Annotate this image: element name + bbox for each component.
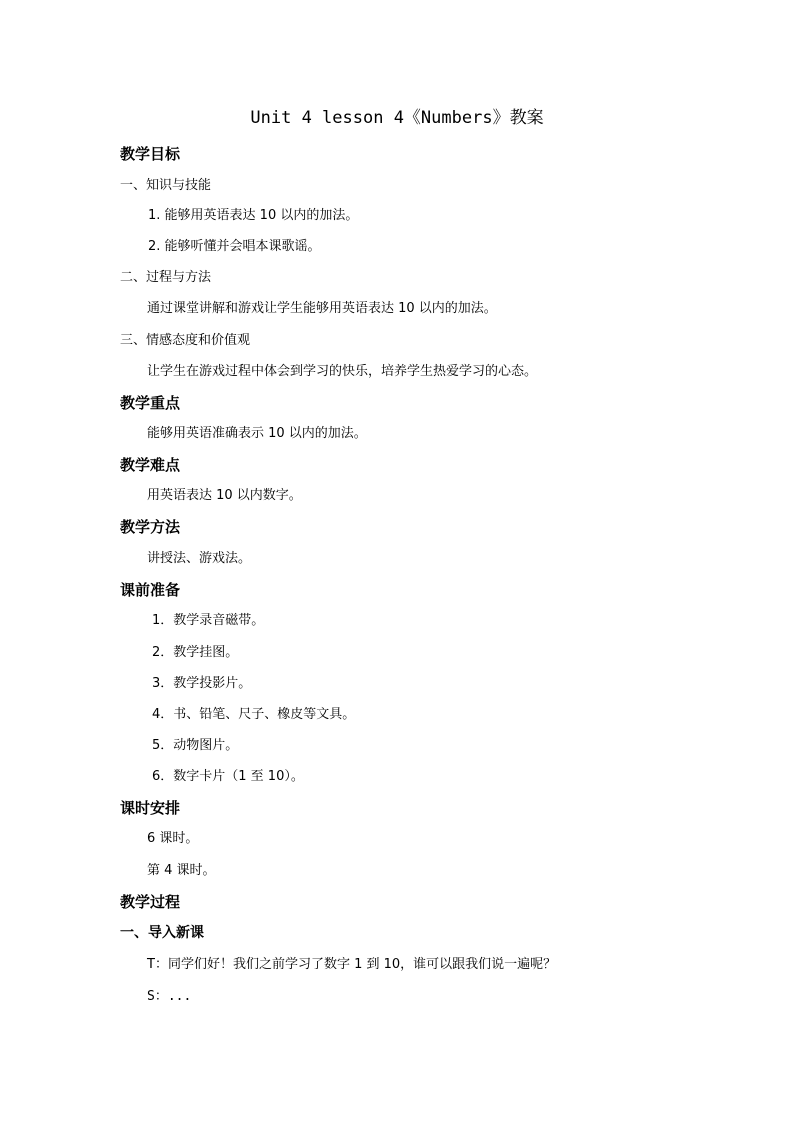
preparation-item-3: 3．教学投影片。 bbox=[152, 676, 252, 691]
document-title: Unit 4 lesson 4《Numbers》教案 bbox=[250, 108, 544, 128]
preparation-item-2: 2．教学挂图。 bbox=[152, 645, 239, 660]
key-points-text: 能够用英语准确表示 10 以内的加法。 bbox=[147, 426, 367, 441]
difficulties-text: 用英语表达 10 以内数字。 bbox=[147, 488, 302, 503]
methods-heading: 教学方法 bbox=[120, 518, 181, 536]
process-heading: 二、过程与方法 bbox=[120, 270, 212, 285]
preparation-item-5: 5．动物图片。 bbox=[152, 738, 239, 753]
attitude-heading: 三、情感态度和价值观 bbox=[120, 333, 251, 348]
objectives-heading: 教学目标 bbox=[120, 145, 181, 163]
schedule-heading: 课时安排 bbox=[120, 799, 181, 817]
methods-text: 讲授法、游戏法。 bbox=[147, 551, 252, 566]
dialogue-line-2: S：... bbox=[147, 989, 192, 1004]
preparation-item-4: 4．书、铅笔、尺子、橡皮等文具。 bbox=[152, 707, 356, 722]
preparation-heading: 课前准备 bbox=[120, 581, 181, 599]
dialogue-line-1: T：同学们好！我们之前学习了数字 1 到 10，谁可以跟我们说一遍呢？ bbox=[147, 957, 557, 972]
attitude-text: 让学生在游戏过程中体会到学习的快乐，培养学生热爱学习的心态。 bbox=[147, 364, 538, 379]
difficulties-heading: 教学难点 bbox=[120, 456, 181, 474]
procedure-heading: 教学过程 bbox=[120, 893, 181, 911]
knowledge-heading: 一、知识与技能 bbox=[120, 178, 212, 193]
knowledge-item-1: 1. 能够用英语表达 10 以内的加法。 bbox=[148, 208, 359, 223]
preparation-item-1: 1．教学录音磁带。 bbox=[152, 613, 265, 628]
schedule-item-1: 6 课时。 bbox=[147, 831, 199, 846]
schedule-item-2: 第 4 课时。 bbox=[147, 863, 216, 878]
key-points-heading: 教学重点 bbox=[120, 394, 181, 412]
process-text: 通过课堂讲解和游戏让学生能够用英语表达 10 以内的加法。 bbox=[147, 301, 497, 316]
knowledge-item-2: 2. 能够听懂并会唱本课歌谣。 bbox=[148, 239, 321, 254]
preparation-item-6: 6．数字卡片（1 至 10）。 bbox=[152, 769, 304, 784]
procedure-step1-heading: 一、导入新课 bbox=[120, 925, 204, 941]
